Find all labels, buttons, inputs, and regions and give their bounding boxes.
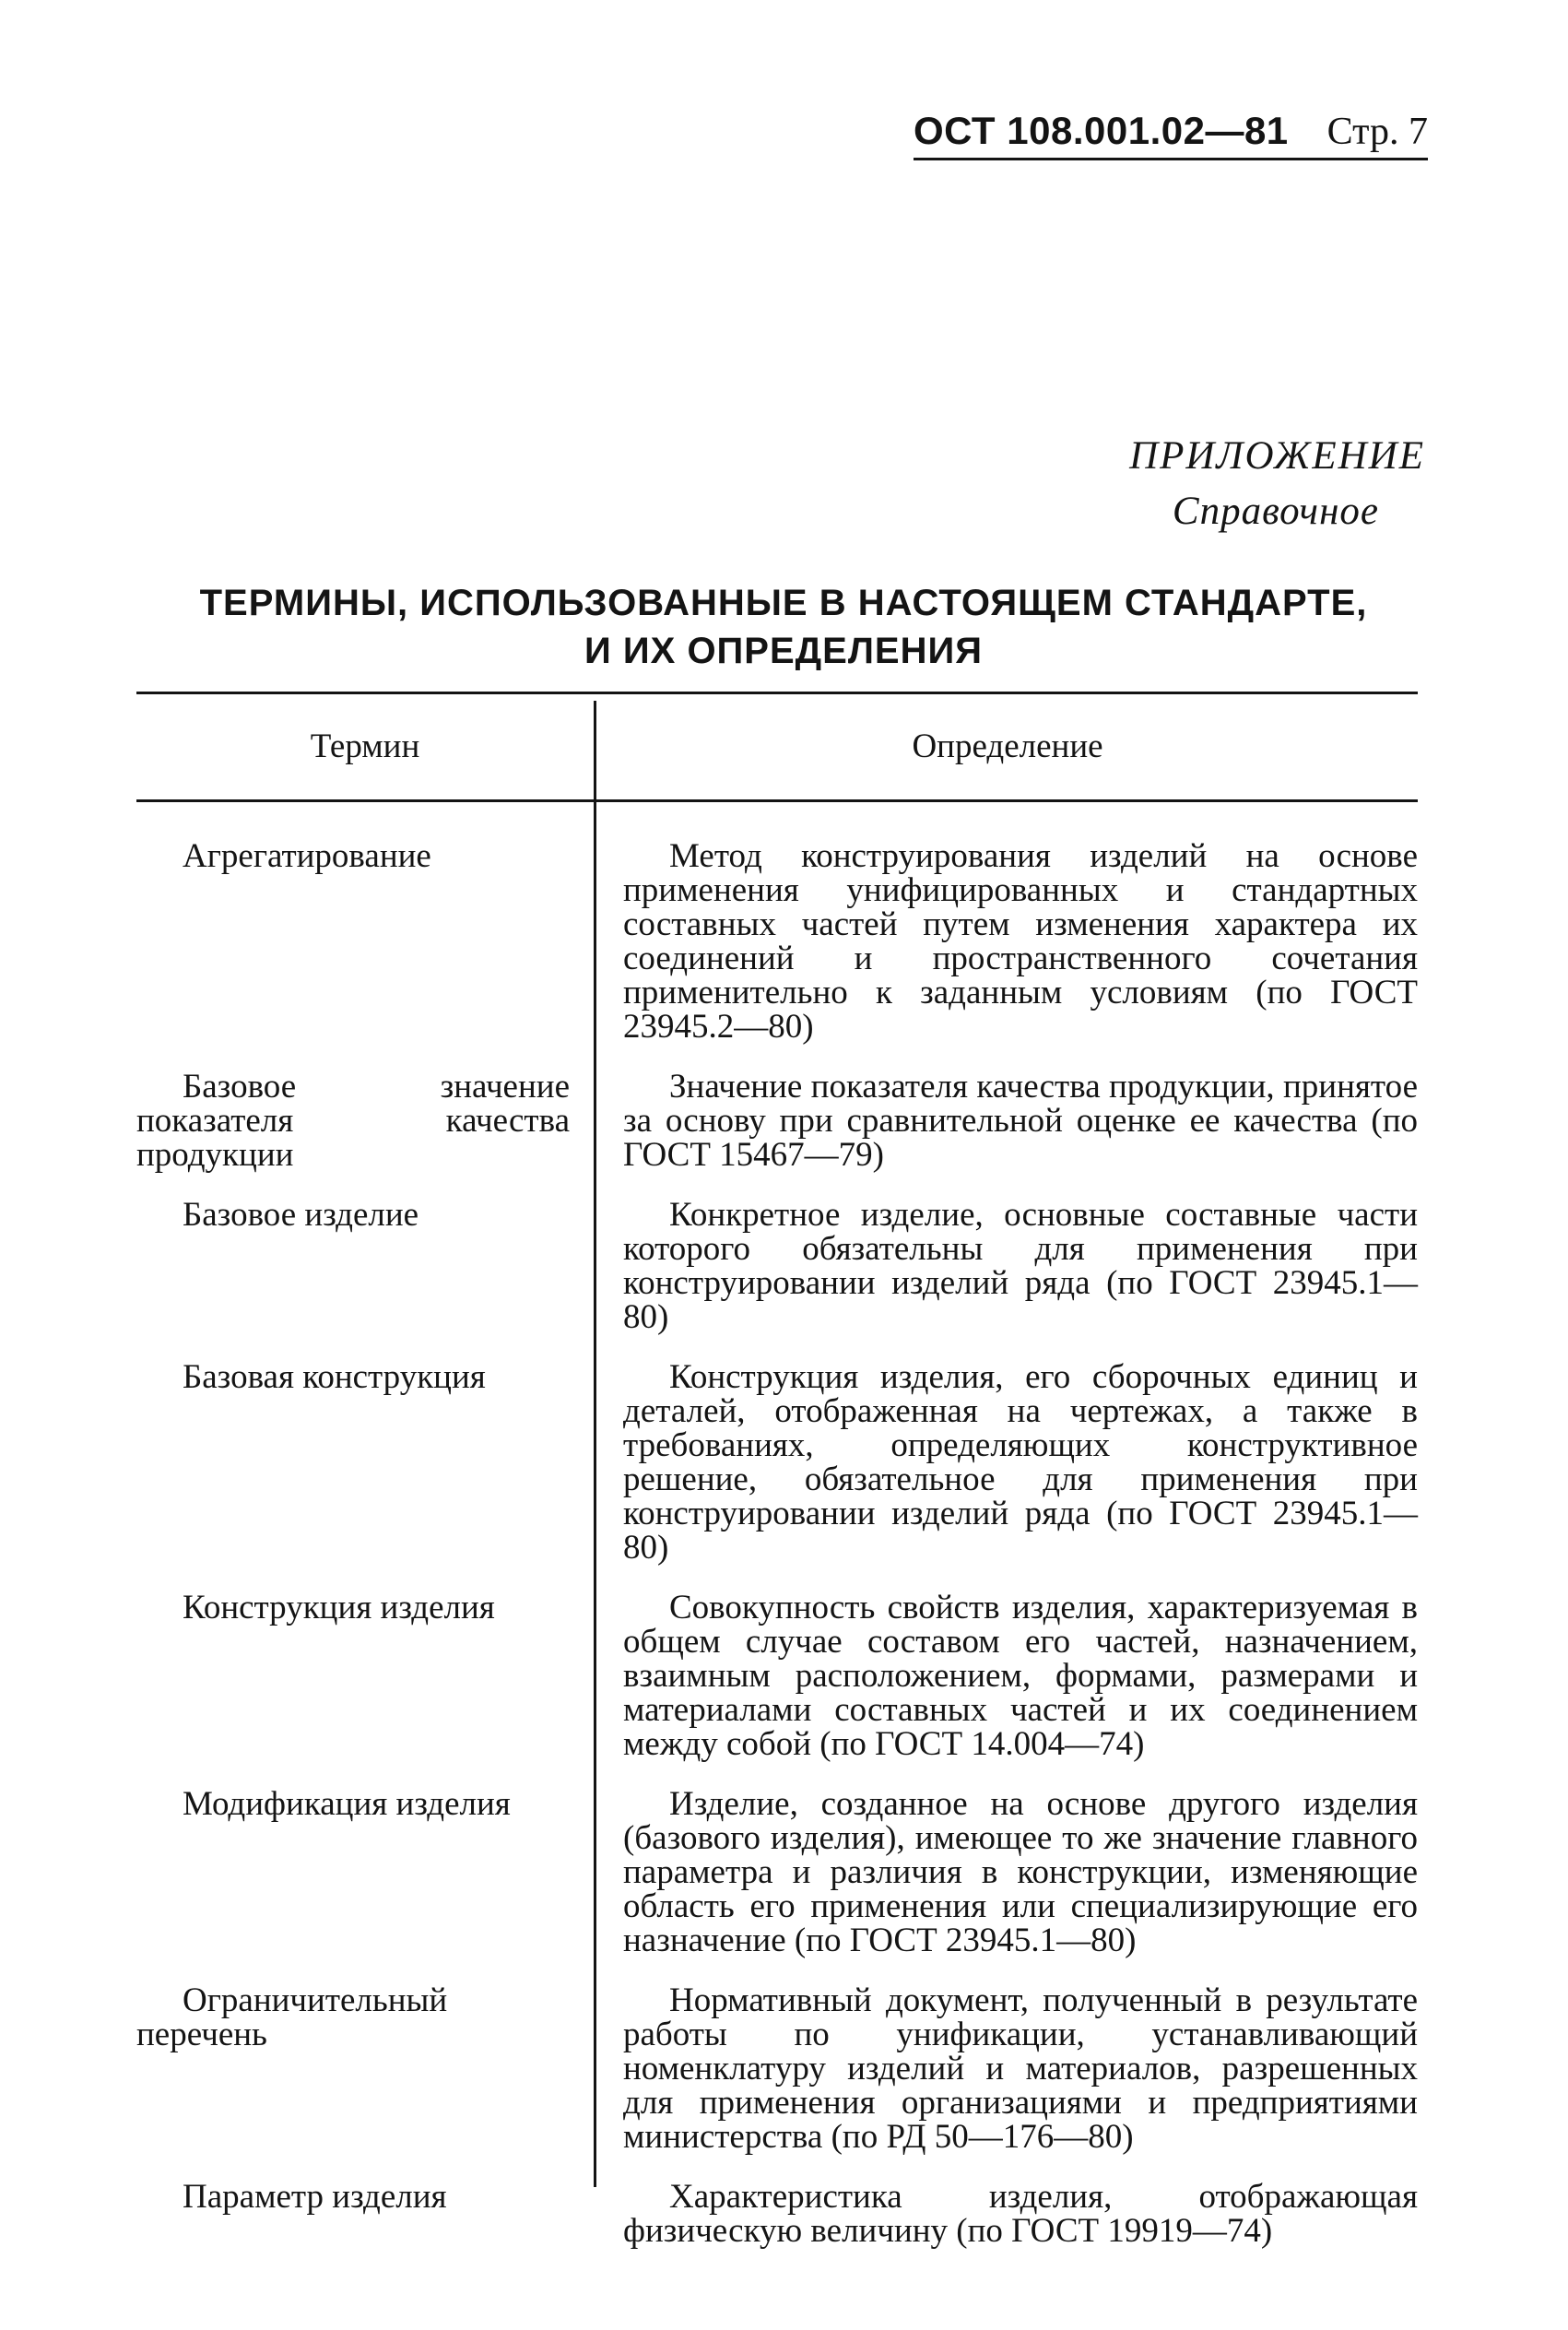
term-cell: Ограничительный перечень — [136, 1981, 448, 2053]
definition-cell: Нормативный документ, полученный в результате работы по унификации, устанавливающий номенклатуру изделий и материалов, разрешенных для применения организациями и предприятиями министерства (по РД 50—176—80) — [623, 1981, 1418, 2156]
table-row — [136, 1360, 1418, 1565]
term-cell: Агрегатирование — [183, 837, 431, 875]
table-row — [136, 1198, 1418, 1334]
term-cell: Модификация изделия — [183, 1785, 511, 1823]
definition-cell: Изделие, созданное на основе другого изделия (базового изделия), имеющее то же значение главного параметра и различия в конструкции, изменяющие область его применения или специализирующие его назначение (по ГОСТ 23945.1—80) — [623, 1785, 1418, 1959]
table-row — [136, 1983, 1418, 2154]
page-number: Стр. 7 — [1326, 111, 1428, 153]
table-row — [136, 1591, 1418, 1761]
term-cell: Базовое значение показателя качества продукции — [136, 1068, 570, 1174]
table-row — [136, 839, 1418, 1044]
definition-cell: Конструкция изделия, его сборочных единиц и деталей, отображенная на чертежах, а также в требованиях, определяющих конструктивное решение, обязательное для применения при конструировании изделий ряда (по ГОСТ 23945.1—80) — [623, 1358, 1418, 1567]
column-header-definition: Определение — [912, 727, 1103, 765]
definition-cell: Метод конструирования изделий на основе применения унифицированных и стандартных составных частей путем изменения характера их соединений и пространственного сочетания применительно к заданным условиям (по ГОСТ 23945.2—80) — [623, 837, 1418, 1046]
appendix-type: Справочное — [1172, 490, 1379, 533]
table-header-rule — [136, 799, 1418, 802]
definition-cell: Совокупность свойств изделия, характеризуемая в общем случае составом его частей, назначением, взаимным расположением, формами, размерами и материалами составных частей и их соединением между собой (по ГОСТ 14.004—74) — [623, 1589, 1418, 1763]
term-cell: Параметр изделия — [183, 2178, 447, 2216]
section-title — [138, 579, 1429, 675]
term-cell: Конструкция изделия — [183, 1589, 495, 1626]
table-row — [136, 2180, 1418, 2248]
definition-cell: Значение показателя качества продукции, принятое за основу при сравнительной оценке ее качества (по ГОСТ 15467—79) — [623, 1068, 1418, 1174]
page-header — [914, 109, 1428, 160]
term-cell: Базовое изделие — [183, 1196, 419, 1234]
standard-code: ОСТ 108.001.02—81 — [913, 109, 1289, 152]
table-body — [136, 839, 1418, 2274]
column-header-term: Термин — [310, 727, 420, 765]
table-top-rule — [136, 692, 1418, 694]
table-row — [136, 1787, 1418, 1957]
term-cell: Базовая конструкция — [183, 1358, 486, 1396]
definition-cell: Конкретное изделие, основные составные части которого обязательны для применения при конструировании изделий ряда (по ГОСТ 23945.1—80) — [623, 1196, 1418, 1336]
table-row — [136, 1070, 1418, 1172]
definition-cell: Характеристика изделия, отображающая физическую величину (по ГОСТ 19919—74) — [623, 2178, 1418, 2250]
section-title-line2: И ИХ ОПРЕДЕЛЕНИЯ — [584, 631, 983, 671]
appendix-label: ПРИЛОЖЕНИЕ — [1129, 434, 1425, 478]
section-title-line1: ТЕРМИНЫ, ИСПОЛЬЗОВАННЫЕ В НАСТОЯЩЕМ СТАНДАРТЕ, — [199, 583, 1368, 623]
